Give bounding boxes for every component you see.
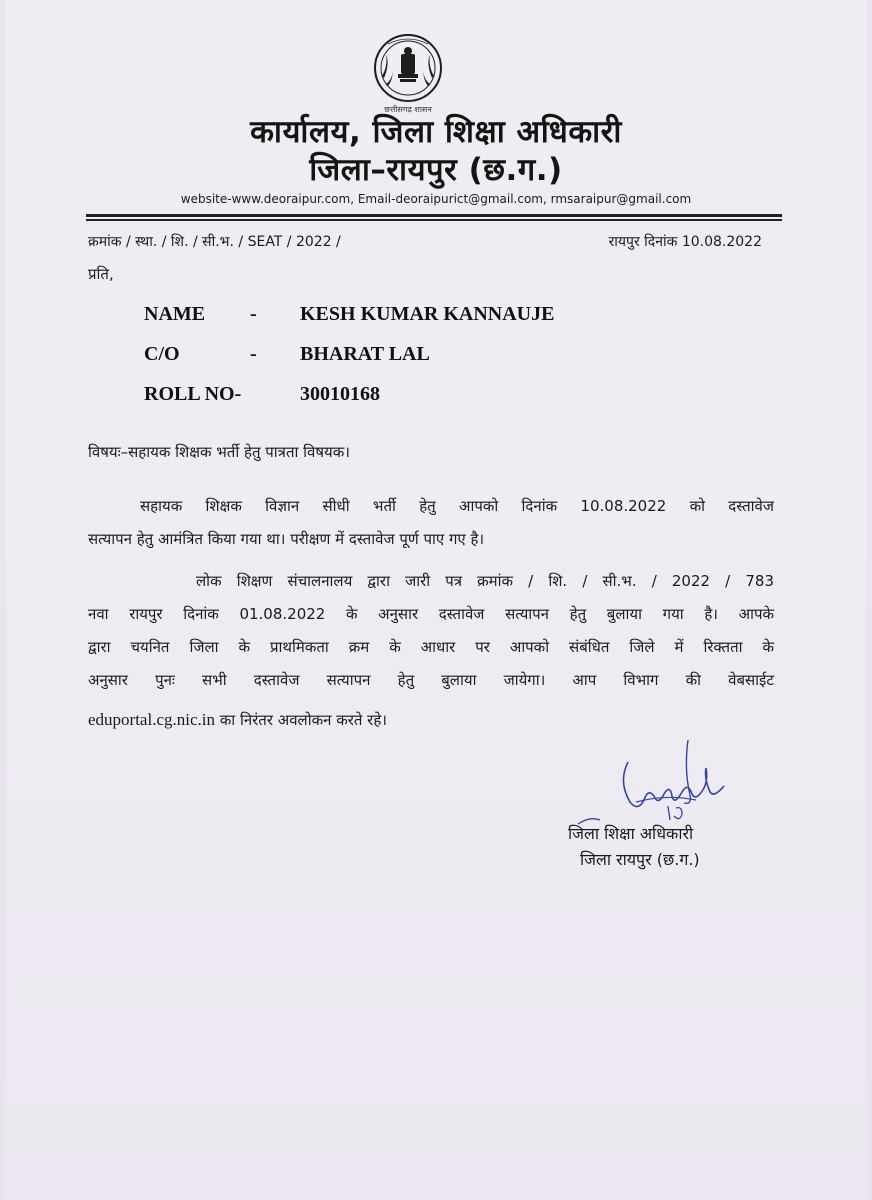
place-date: रायपुर दिनांक 10.08.2022	[608, 234, 762, 250]
roll-value: 30010168	[300, 383, 380, 405]
paragraph-text: लोक शिक्षण संचालनालय द्वारा जारी पत्र क्रमांक / शि. / सी.भ. / 2022 / 783	[196, 572, 774, 590]
signature-icon	[576, 740, 736, 830]
paragraph-text: का निरंतर अवलोकन करते रहे।	[215, 711, 387, 729]
name-value: KESH KUMAR KANNAUJE	[300, 303, 555, 325]
name-label: NAME	[144, 303, 206, 325]
name-separator: -	[250, 303, 257, 325]
letter-sheet	[6, 0, 866, 1200]
co-separator: -	[250, 343, 257, 365]
paragraph-1-line-2: सत्यापन हेतु आमंत्रित किया गया था। परीक्षण में दस्तावेज पूर्ण पाए गए है।	[88, 530, 485, 548]
government-emblem	[368, 30, 448, 122]
seal-icon	[368, 30, 448, 104]
paragraph-2-line-5	[88, 703, 774, 737]
co-label: C/O	[144, 343, 180, 365]
emblem-caption: छत्तीसगढ़ शासन	[384, 105, 432, 114]
signatory-place: जिला रायपुर (छ.ग.)	[580, 850, 700, 869]
header-divider	[86, 214, 782, 217]
co-value: BHARAT LAL	[300, 343, 430, 365]
office-title: कार्यालय, जिला शिक्षा अधिकारी	[250, 114, 622, 150]
salutation: प्रति,	[88, 265, 114, 283]
paragraph-2-line-2: नवा रायपुर दिनांक 01.08.2022 के अनुसार दस्तावेज सत्यापन हेतु बुलाया गया है। आपके	[88, 605, 774, 623]
reference-number: क्रमांक / स्था. / शि. / सी.भ. / SEAT / 2022 /	[88, 234, 341, 250]
contact-line: website-www.deoraipur.com, Email-deoraipurict@gmail.com, rmsaraipur@gmail.com	[180, 192, 692, 206]
paragraph-2-line-4: अनुसार पुनः सभी दस्तावेज सत्यापन हेतु बुलाया जायेगा। आप विभाग की वेबसाईट	[88, 671, 774, 689]
office-district: जिला–रायपुर (छ.ग.)	[309, 152, 563, 188]
paragraph-1-line-1	[88, 490, 774, 523]
signatory-title: जिला शिक्षा अधिकारी	[568, 824, 694, 843]
roll-label: ROLL NO-	[144, 383, 242, 405]
subject-line: विषयः–सहायक शिक्षक भर्ती हेतु पात्रता विषयक।	[88, 443, 350, 461]
paragraph-text: सहायक शिक्षक विज्ञान सीधी भर्ती हेतु आपको दिनांक 10.08.2022 को दस्तावेज	[140, 497, 774, 515]
paragraph-2-line-1	[88, 565, 774, 598]
paragraph-2-line-3: द्वारा चयनित जिला के प्राथमिकता क्रम के आधार पर आपको संबंधित जिले में रिक्तता के	[88, 638, 774, 656]
portal-url: eduportal.cg.nic.in	[88, 710, 215, 729]
header-divider-secondary	[86, 219, 782, 221]
